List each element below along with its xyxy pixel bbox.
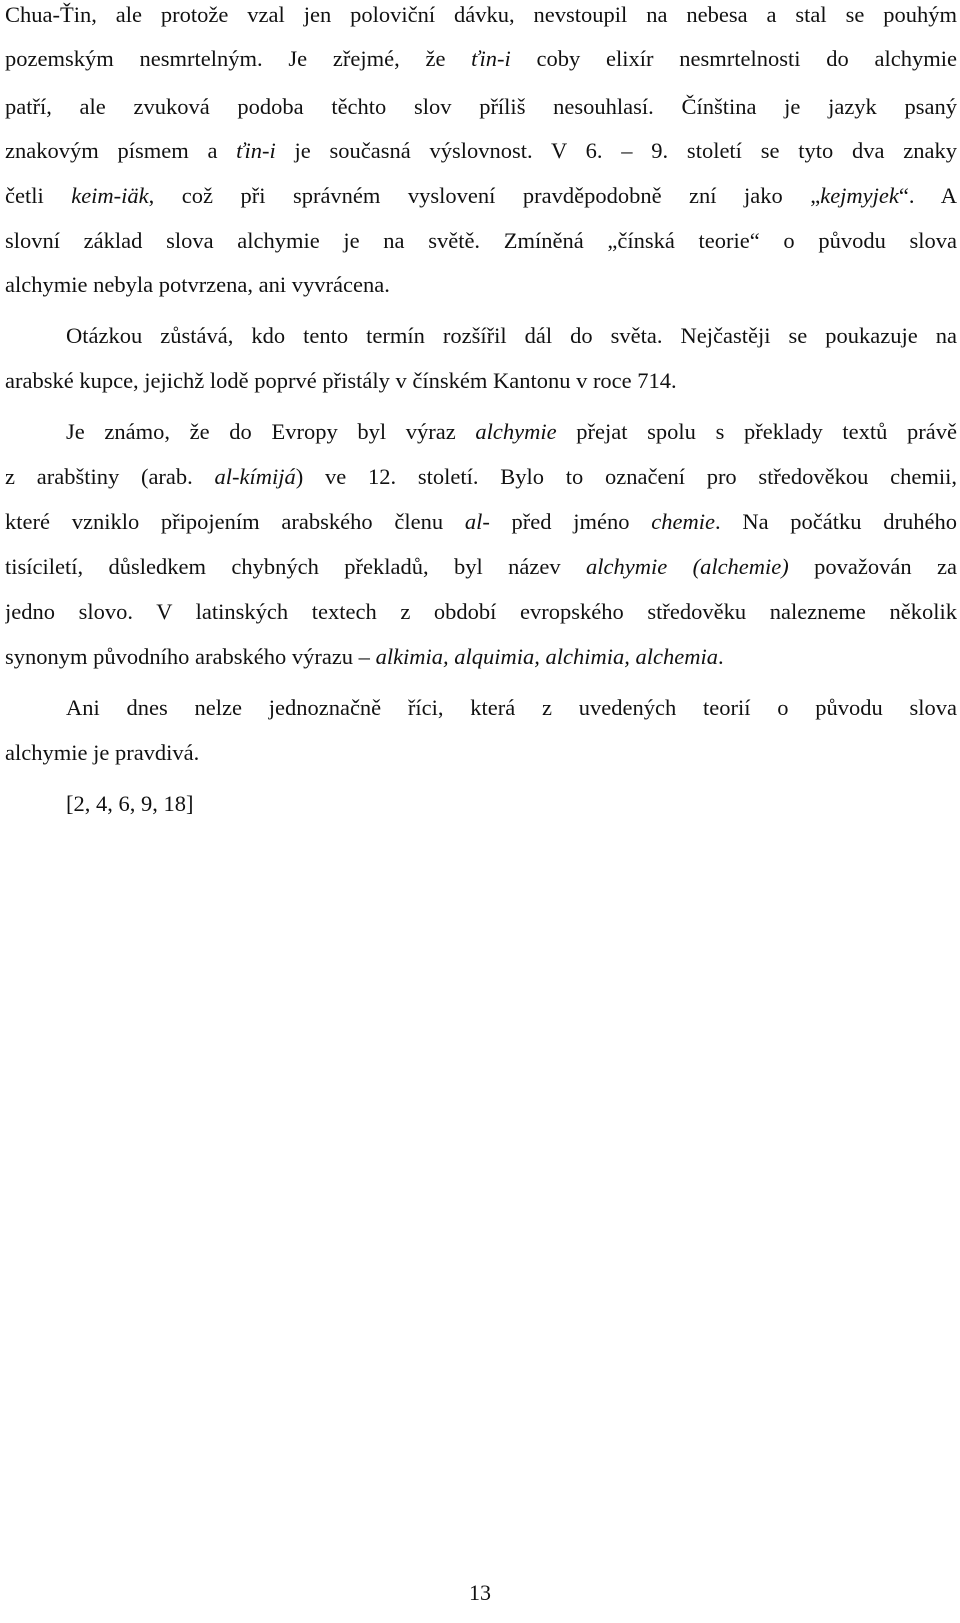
text-segment: je současná výslovnost. V 6. – 9. století se tyto dva znaky — [275, 138, 957, 163]
text-segment: Ani dnes nelze jednoznačně říci, která z uvedených teorií o původu slova — [66, 695, 957, 720]
text-line — [5, 597, 957, 627]
text-segment: [2, 4, 6, 9, 18] — [66, 791, 194, 816]
text-segment: Otázkou zůstává, kdo tento termín rozšířil dál do světa. Nejčastěji se poukazuje na — [66, 323, 957, 348]
italic-term: ťin-i — [236, 138, 276, 163]
text-segment: . — [718, 644, 724, 669]
text-line — [5, 642, 957, 672]
text-segment: jedno slovo. V latinských textech z období evropského středověku nalezneme několik — [5, 599, 957, 624]
text-line — [5, 270, 957, 300]
text-segment: Je známo, že do Evropy byl výraz — [66, 419, 476, 444]
page-number: 13 — [469, 1580, 491, 1605]
italic-term: ťin-i — [471, 46, 511, 71]
text-segment: ) ve 12. století. Bylo to označení pro středověkou chemii, — [295, 464, 957, 489]
text-segment: coby elixír nesmrtelnosti do alchymie — [510, 46, 957, 71]
text-line — [5, 366, 957, 396]
text-line — [5, 181, 957, 211]
text-line — [5, 462, 957, 492]
text-line — [5, 417, 957, 447]
text-segment: “. A — [898, 183, 957, 208]
italic-term: chemie — [651, 509, 715, 534]
text-segment: znakovým písmem a — [5, 138, 237, 163]
italic-term: alchymie — [475, 419, 557, 444]
text-line — [5, 136, 957, 166]
italic-term: alchymie (alchemie) — [585, 554, 789, 579]
text-segment: alchymie je pravdivá. — [5, 740, 200, 765]
text-segment: které vzniklo připojením arabského členu — [5, 509, 465, 534]
text-segment: přejat spolu s překlady textů právě — [556, 419, 957, 444]
text-segment: z arabštiny (arab. — [5, 464, 215, 489]
text-segment: . Na počátku druhého — [714, 509, 957, 534]
text-line — [5, 507, 957, 537]
text-segment: Chua-Ťin, ale protože vzal jen poloviční dávku, nevstoupil na nebesa a stal se pouhým — [5, 2, 957, 27]
text-segment: synonym původního arabského výrazu – — [5, 644, 376, 669]
text-segment: pozemským nesmrtelným. Je zřejmé, že — [5, 46, 472, 71]
italic-term: al- — [464, 509, 490, 534]
text-segment: , což při správném vyslovení pravděpodobně zní jako „ — [148, 183, 821, 208]
text-line — [5, 0, 957, 30]
text-line — [5, 693, 957, 723]
text-segment: tisíciletí, důsledkem chybných překladů, byl název — [5, 554, 586, 579]
text-line — [5, 789, 957, 819]
italic-term: keim-iäk — [71, 183, 149, 208]
text-segment: považován za — [788, 554, 957, 579]
italic-term: kejmyjek — [820, 183, 899, 208]
italic-term: alkimia, alquimia, alchimia, alchemia — [375, 644, 719, 669]
italic-term: al-kímijá — [214, 464, 296, 489]
text-segment: patří, ale zvuková podoba těchto slov příliš nesouhlasí. Čínština je jazyk psaný — [5, 94, 957, 119]
text-segment: před jméno — [489, 509, 652, 534]
text-line — [5, 552, 957, 582]
text-line — [5, 738, 957, 768]
text-segment: arabské kupce, jejichž lodě poprvé přistály v čínském Kantonu v roce 714. — [5, 368, 677, 393]
text-line — [5, 92, 957, 122]
text-line — [5, 321, 957, 351]
text-line — [5, 226, 957, 256]
text-segment: alchymie nebyla potvrzena, ani vyvrácena. — [5, 272, 390, 297]
text-segment: slovní základ slova alchymie je na světě. Zmíněná „čínská teorie“ o původu slova — [5, 228, 957, 253]
text-segment: četli — [5, 183, 72, 208]
text-line — [5, 44, 957, 74]
